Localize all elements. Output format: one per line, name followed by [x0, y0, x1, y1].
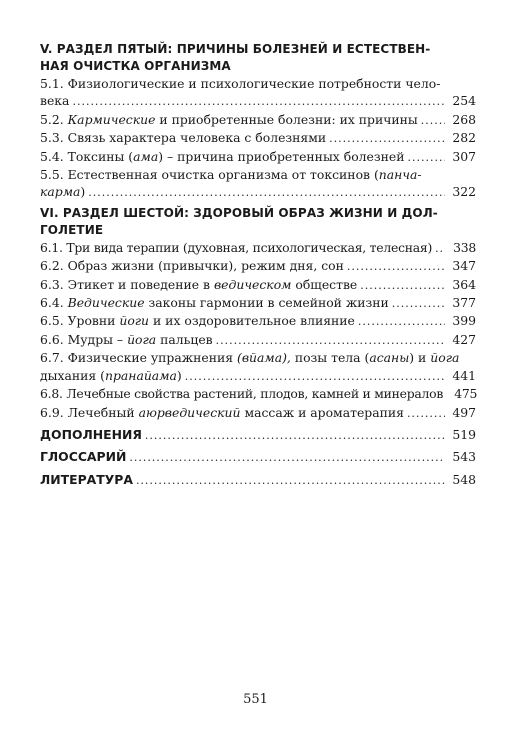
toc-entry-6-5[interactable]: [40, 312, 476, 330]
toc-entry-6-3-title: [40, 276, 357, 293]
toc-entry-6-6-prefix: 6.6. Мудры –: [40, 331, 128, 347]
toc-glossary-page: 543: [452, 449, 476, 465]
toc-entry-6-2-title: 6.2. Образ жизни (привычки), режим дня, сон: [40, 258, 344, 274]
toc-entry-6-4-suffix: законы гармонии в семейной жизни: [144, 295, 389, 311]
toc-entry-5-4-suffix: ) – причина приобретенных болезней: [158, 148, 405, 164]
toc-entry-5-2-page: 268: [452, 111, 476, 127]
toc-literature-label: ЛИТЕРАТУРА: [40, 471, 133, 487]
toc-appendix-page: 519: [452, 426, 476, 442]
toc-entry-6-6-title: [40, 331, 213, 348]
section-6-title-line2: ГОЛЕТИЕ: [40, 222, 104, 237]
dot-leader: [129, 449, 445, 466]
dot-leader: [435, 240, 445, 257]
toc-entry-6-9-emphasis: аюрведический: [138, 404, 241, 420]
dot-leader: [88, 184, 445, 201]
toc-entry-6-7-suffix: ): [176, 367, 182, 383]
toc-entry-5-1-title: века: [40, 93, 70, 109]
toc-entry-5-5-emphasis: карма: [40, 184, 81, 200]
toc-entry-6-8-page: 475: [454, 386, 478, 402]
dot-leader: [72, 93, 445, 110]
toc-entry-5-4-emphasis: ама: [133, 148, 159, 164]
toc-entry-5-5-line1-emphasis: панча-: [378, 167, 422, 183]
toc-appendix-label: ДОПОЛНЕНИЯ: [40, 426, 142, 442]
toc-literature-page: 548: [452, 471, 476, 487]
toc-entry-literature[interactable]: [40, 471, 476, 489]
toc-entry-5-5[interactable]: [40, 166, 476, 202]
toc-entry-6-3-suffix: обществе: [291, 276, 358, 292]
dot-leader: [407, 405, 445, 422]
dot-leader: [392, 295, 445, 312]
toc-entry-6-7-line1-emphasis-3: йога: [430, 350, 460, 366]
toc-entry-6-9[interactable]: [40, 404, 476, 422]
toc-entry-6-9-suffix: массаж и ароматерапия: [240, 404, 404, 420]
toc-entry-6-6[interactable]: [40, 331, 476, 349]
section-5-title: [40, 41, 476, 75]
toc-entry-6-5-page: 399: [452, 313, 476, 329]
toc-entry-5-5-title: [40, 183, 85, 200]
dot-leader: [185, 368, 445, 385]
toc-entry-appendix[interactable]: [40, 426, 476, 444]
toc-entry-6-7-line1-emphasis: (вйама),: [237, 350, 291, 366]
toc-entry-6-7-emphasis: пранайама: [104, 367, 177, 383]
toc-entry-5-5-line1-prefix: 5.5. Естественная очистка организма от токсинов (: [40, 167, 379, 183]
toc-entry-6-4-prefix: 6.4.: [40, 295, 68, 311]
toc-entry-6-5-title: [40, 312, 355, 329]
toc-entry-5-3[interactable]: [40, 129, 476, 147]
dot-leader: [136, 472, 445, 489]
toc-entry-glossary[interactable]: [40, 448, 476, 466]
toc-entry-6-7-line1-emphasis-2: асаны: [369, 350, 410, 366]
toc-entry-6-9-page: 497: [452, 404, 476, 420]
toc-entry-6-6-emphasis: йога: [127, 331, 157, 347]
toc-entry-6-9-title: [40, 404, 404, 421]
toc-entry-6-8-title: 6.8. Лечебные свойства растений, плодов, камней и минералов: [40, 386, 444, 402]
toc-entry-6-2-page: 347: [452, 258, 476, 274]
toc-entry-6-7[interactable]: [40, 349, 476, 385]
toc-entry-5-2-prefix: 5.2.: [40, 111, 68, 127]
toc-entry-5-4-prefix: 5.4. Токсины (: [40, 148, 134, 164]
section-6-title: [40, 205, 476, 239]
toc-entry-5-4-title: [40, 148, 404, 165]
toc-entry-6-7-line1-suffix: ) и: [409, 350, 431, 366]
toc-entry-5-2-title: [40, 111, 418, 128]
toc-entry-6-1[interactable]: [40, 239, 476, 257]
toc-entry-5-3-title: 5.3. Связь характера человека с болезнями: [40, 130, 327, 146]
page-number: 551: [243, 692, 268, 707]
toc-entry-6-8[interactable]: [40, 385, 476, 403]
dot-leader: [360, 277, 445, 294]
dot-leader: [421, 112, 445, 129]
toc-entry-6-7-prefix: дыхания (: [40, 367, 105, 383]
toc-entry-5-5-suffix: ): [80, 184, 86, 200]
section-5-title-line2: НАЯ ОЧИСТКА ОРГАНИЗМА: [40, 59, 231, 73]
toc-entry-6-7-line1-prefix: 6.7. Физические упражнения: [40, 350, 238, 366]
toc-entry-6-3[interactable]: [40, 276, 476, 294]
toc-entry-6-5-prefix: 6.5. Уровни: [40, 313, 120, 329]
toc-entry-5-2-suffix: и приобретенные болезни: их причины: [155, 111, 418, 127]
toc-entry-6-7-title: [40, 367, 182, 384]
toc-entry-6-5-emphasis: йоги: [119, 313, 150, 329]
toc-entry-6-3-prefix: 6.3. Этикет и поведение в: [40, 276, 214, 292]
toc-entry-6-6-suffix: пальцев: [156, 331, 213, 347]
dot-leader: [216, 332, 445, 349]
toc-entry-5-4[interactable]: [40, 148, 476, 166]
dot-leader: [347, 258, 445, 275]
table-of-contents: [40, 41, 476, 489]
toc-entry-6-6-page: 427: [452, 331, 476, 347]
toc-entry-6-7-line1-middle: позы тела (: [290, 350, 370, 366]
toc-entry-6-4-emphasis: Ведические: [67, 295, 145, 311]
dot-leader: [407, 149, 445, 166]
dot-leader: [329, 130, 445, 147]
dot-leader: [145, 427, 445, 444]
toc-entry-6-4-title: [40, 294, 389, 311]
toc-entry-6-4[interactable]: [40, 294, 476, 312]
toc-entry-6-7-line1: [40, 349, 476, 366]
dot-leader: [358, 313, 445, 330]
toc-entry-6-1-page: 338: [453, 239, 476, 255]
toc-entry-6-2[interactable]: [40, 257, 476, 275]
toc-glossary-label: ГЛОССАРИЙ: [40, 449, 127, 465]
toc-entry-5-4-page: 307: [452, 148, 476, 164]
toc-entry-5-1-line1: 5.1. Физиологические и психологические потребности чело-: [40, 76, 441, 91]
toc-entry-6-3-page: 364: [452, 276, 476, 292]
toc-entry-6-7-page: 441: [452, 367, 476, 383]
toc-entry-5-2-emphasis: Кармические: [67, 111, 156, 127]
toc-entry-5-1[interactable]: [40, 75, 476, 111]
section-5-title-line1: V. РАЗДЕЛ ПЯТЫЙ: ПРИЧИНЫ БОЛЕЗНЕЙ И ЕСТЕСТВЕН-: [40, 42, 431, 56]
toc-entry-5-5-page: 322: [452, 184, 476, 200]
toc-entry-5-5-line1: [40, 166, 476, 183]
toc-entry-6-5-suffix: и их оздоровительное влияние: [149, 313, 355, 329]
toc-entry-6-3-emphasis: ведическом: [213, 276, 292, 292]
section-6-title-line1: VI. РАЗДЕЛ ШЕСТОЙ: ЗДОРОВЫЙ ОБРАЗ ЖИЗНИ И ДОЛ-: [40, 205, 438, 220]
toc-entry-6-1-title: 6.1. Три вида терапии (духовная, психологическая, телесная): [40, 239, 433, 255]
toc-entry-6-9-prefix: 6.9. Лечебный: [40, 404, 139, 420]
toc-entry-5-2[interactable]: [40, 111, 476, 129]
toc-entry-5-3-page: 282: [452, 130, 476, 146]
toc-entry-6-4-page: 377: [452, 295, 476, 311]
toc-entry-5-1-page: 254: [452, 93, 476, 109]
